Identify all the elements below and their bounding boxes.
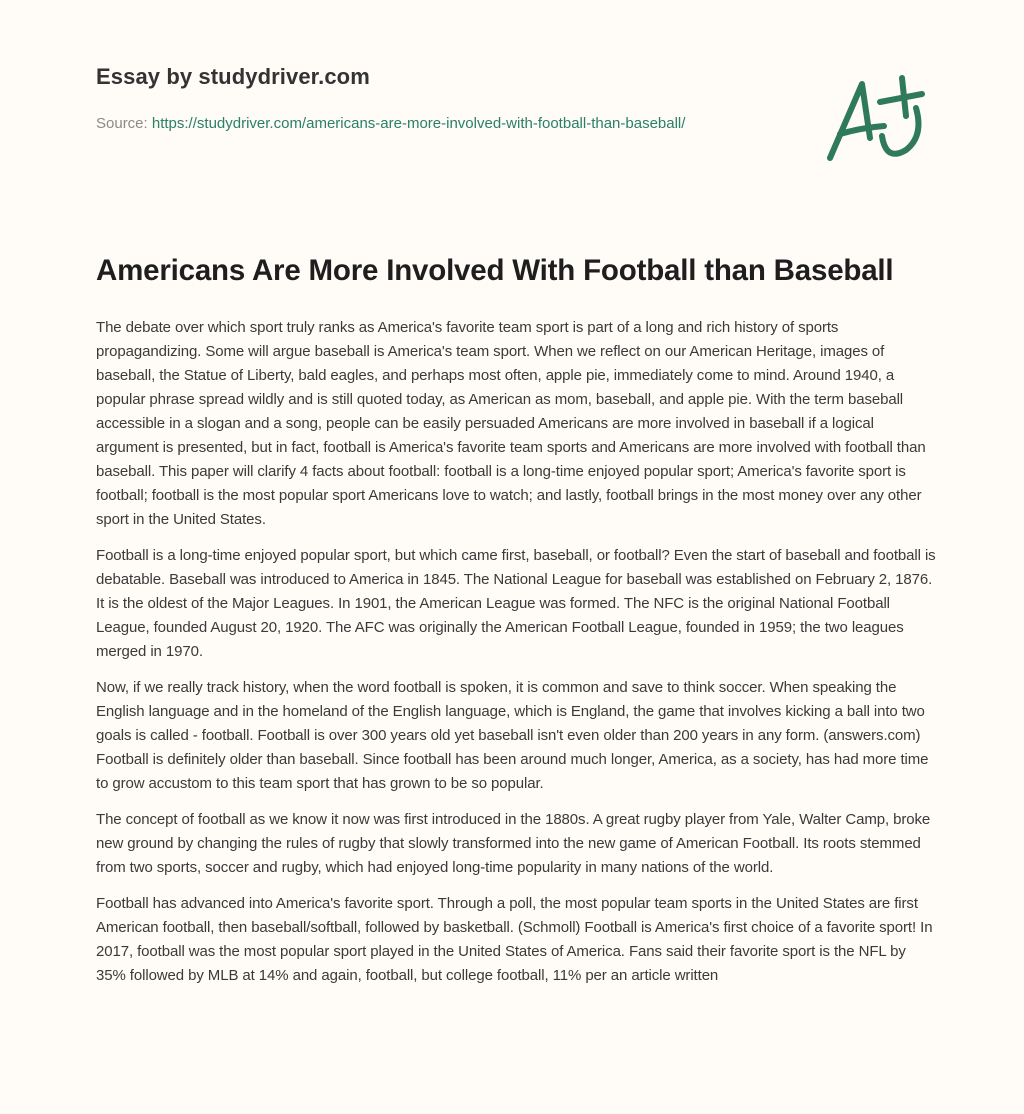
essay-header [96,62,736,136]
paragraph: Football has advanced into America's favorite sport. Through a poll, the most popular team sports in the United States are first American football, then baseball/softball, followed by basketball. (Schmoll) Football is America's first choice of a favorite sport! In 2017, football was the most popular sport played in the United States of America. Fans said their favorite sport is the NFL by 35% followed by MLB at 14% and again, football, but college football, 11% per an article written [96,895,933,984]
source-line [96,112,736,136]
paragraph: Football is a long-time enjoyed popular sport, but which came first, baseball, or football? Even the start of baseball and football is debatable. Baseball was introduced to America in 1845. The National League for baseball was established on February 2, 1876. It is the oldest of the Major Leagues. In 1901, the American League was formed. The NFC is the original National Football League, founded August 20, 1920. The AFC was originally the American Football League, founded in 1959; the two leagues merged in 1970. [96,547,936,660]
a-plus-grade-icon [820,66,930,166]
site-title: Essay by studydriver.com [96,64,370,89]
paragraph: Now, if we really track history, when the word football is spoken, it is common and save to think soccer. When speaking the English language and in the homeland of the English language, which is England, the game that involves kicking a ball into two goals is called - football. Football is over 300 years old yet baseball isn't even older than 200 years in any form. (answers.com) Football is definitely older than baseball. Since football has been around much longer, America, as a society, has had more time to grow accustom to this team sport that has grown to be so popular. [96,679,929,792]
article-body [96,316,936,1000]
article-title: Americans Are More Involved With Football than Baseball [96,254,894,287]
source-label: Source: [96,115,152,132]
source-link[interactable]: https://studydriver.com/americans-are-more-involved-with-football-than-baseball/ [151,115,686,132]
paragraph: The concept of football as we know it now was first introduced in the 1880s. A great rugby player from Yale, Walter Camp, broke new ground by changing the rules of rugby that slowly transformed into the new game of American Football. Its roots stemmed from two sports, soccer and rugby, which had enjoyed long-time popularity in many nations of the world. [96,811,931,876]
paragraph: The debate over which sport truly ranks as America's favorite team sport is part of a long and rich history of sports propagandizing. Some will argue baseball is America's team sport. When we reflect on our American Heritage, images of baseball, the Statue of Liberty, bald eagles, and perhaps most often, apple pie, immediately come to mind. Around 1940, a popular phrase spread wildly and is still quoted today, as American as mom, baseball, and apple pie. With the term baseball accessible in a slogan and a song, people can be easily persuaded Americans are more involved in baseball if a logical argument is presented, but in fact, football is America's favorite team sports and Americans are more involved with football than baseball. This paper will clarify 4 facts about football: football is a long-time enjoyed popular sport; America's favorite sport is football; football is the most popular sport Americans love to watch; and lastly, football brings in the most money over any other sport in the United States. [96,319,926,528]
